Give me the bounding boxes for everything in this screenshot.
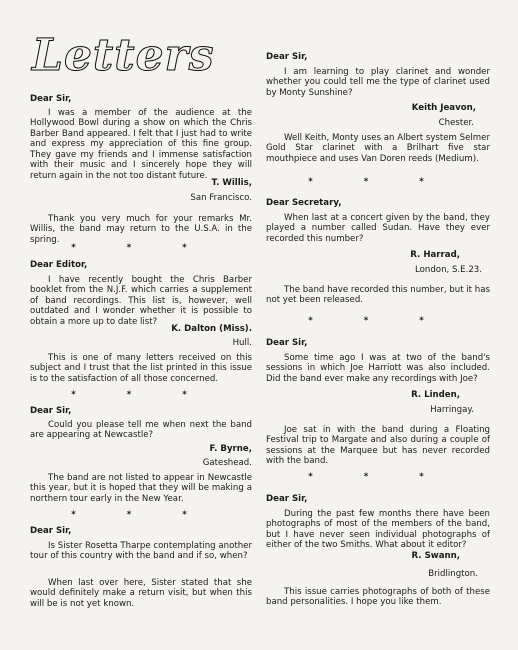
place: Bridlington. [428, 569, 478, 579]
signature: Keith Jeavon, [411, 103, 476, 113]
editor-reply: Well Keith, Monty uses an Albert system Selmer Gold Star clarinet with a Brilhart five star mouthpiece and uses Van Doren reeds (Medium). [266, 133, 490, 164]
editor-reply: The band are not listed to appear in Newcastle this year, but it is hoped that they will be making a northern tour early in the New Year. [30, 473, 252, 504]
salutation: Dear Sir, [266, 338, 308, 348]
separator: * * * [308, 316, 448, 326]
editor-reply: The band have recorded this number, but it has not yet been released. [266, 285, 490, 306]
letter-body: Could you please tell me when next the band are appearing at Newcastle? [30, 420, 252, 441]
salutation: Dear Editor, [30, 260, 88, 270]
salutation: Dear Sir, [30, 406, 72, 416]
salutation: Dear Secretary, [266, 198, 342, 208]
letter-body: During the past few months there have been photographs of most of the members of the band, but I have never seen individual photographs of either of the two Smiths. What about it editor? [266, 509, 490, 551]
salutation: Dear Sir, [266, 494, 308, 504]
salutation: Dear Sir, [30, 526, 72, 536]
editor-reply: Joe sat in with the band during a Floating Festival trip to Margate and also during a couple of sessions at the Marquee but has never recorded with the band. [266, 425, 490, 467]
signature: R. Linden, [411, 390, 460, 400]
place: Chester. [438, 118, 474, 128]
letter-body: I am learning to play clarinet and wonder whether you could tell me the type of clarinet used by Monty Sunshine? [266, 67, 490, 98]
place: Hull. [232, 338, 252, 348]
editor-reply: Thank you very much for your remarks Mr. Willis, the band may return to the U.S.A. in the spring. [30, 214, 252, 245]
signature: R. Harrad, [410, 250, 460, 260]
signature: F. Byrne, [209, 444, 252, 454]
separator: * * * [308, 472, 448, 482]
place: London, S.E.23. [415, 265, 482, 275]
letter-body: When last at a concert given by the band, they played a number called Sudan. Have they ever recorded this number? [266, 213, 490, 244]
editor-reply: This is one of many letters received on this subject and I trust that the list printed in this issue is to the satisfaction of all those concerned. [30, 353, 252, 384]
editor-reply: When last over here, Sister stated that she would definitely make a return visit, but when this will be is not yet known. [30, 578, 252, 609]
signature: K. Dalton (Miss). [171, 324, 252, 334]
letter-body: I was a member of the audience at the Hollywood Bowl during a show on which the Chris Barber Band appeared. I felt that I just had to write and express my appreciation of this fine group. They gave my friends and I immense satisfaction with their music and I sincerely hope they will return again in the not too distant future. [30, 108, 252, 181]
separator: * * * [71, 510, 211, 520]
editor-reply: This issue carries photographs of both of these band personalities. I hope you like them. [266, 587, 490, 608]
separator: * * * [308, 177, 448, 187]
page-title: Letters [32, 30, 215, 81]
letter-body: I have recently bought the Chris Barber booklet from the N.J.F. which carries a supplement of band recordings. This list is, however, well outdated and I wonder whether it is possible to obtain a more up to date list? [30, 275, 252, 327]
place: Gateshead. [202, 458, 252, 468]
signature: R. Swann, [411, 551, 460, 561]
signature: T. Willis, [211, 178, 252, 188]
letter-body: Some time ago I was at two of the band's sessions in which Joe Harriott was also included. Did the band ever make any recordings with Joe? [266, 353, 490, 384]
salutation: Dear Sir, [266, 52, 308, 62]
place: San Francisco. [190, 193, 252, 203]
separator: * * * [71, 243, 211, 253]
separator: * * * [71, 390, 211, 400]
place: Harringay. [430, 405, 474, 415]
salutation: Dear Sir, [30, 94, 72, 104]
letter-body: Is Sister Rosetta Tharpe contemplating another tour of this country with the band and if so, when? [30, 541, 252, 562]
